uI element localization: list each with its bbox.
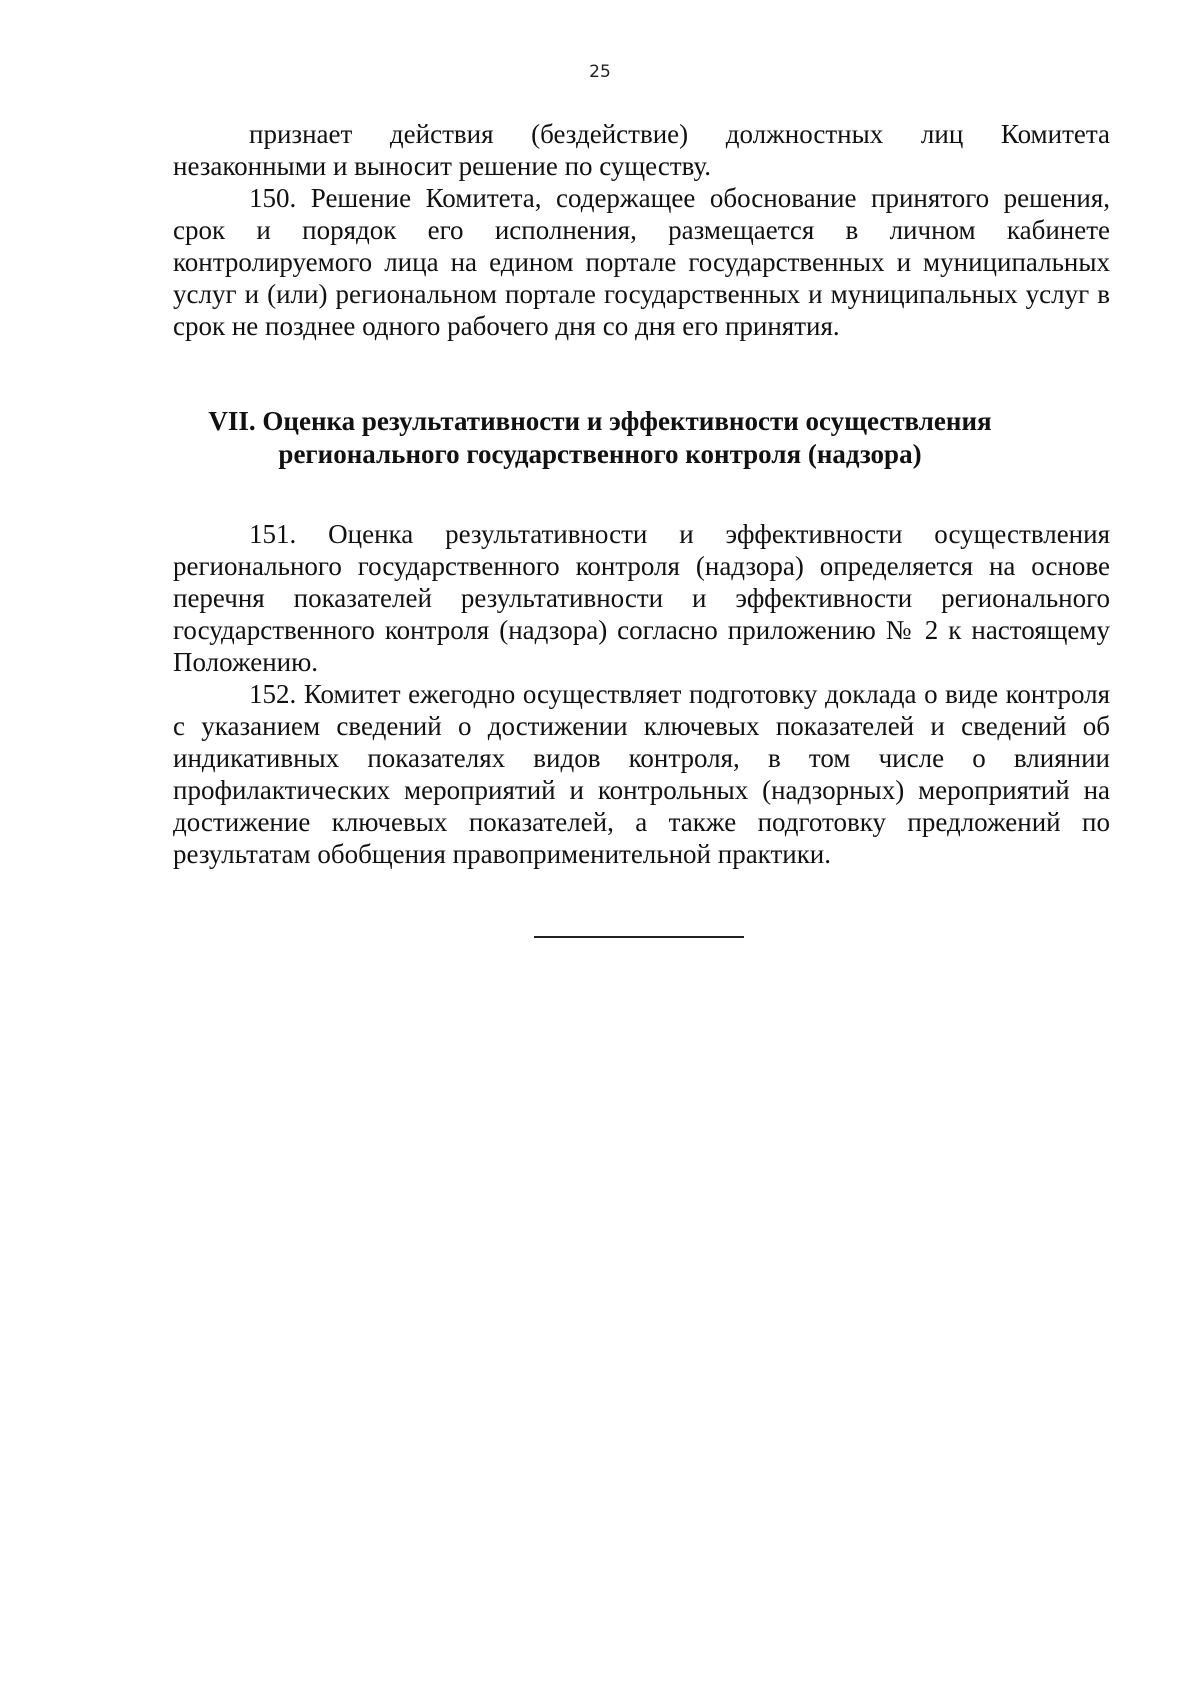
paragraph-152: 152. Комитет ежегодно осуществляет подготовку доклада о виде контроля с указанием сведений о достижении ключевых показателей и сведений об индикативных показателях видов контроля, в том числе о влиянии профилактических мероприятий и контрольных (надзорных) мероприятий на достижение ключевых показателей, а также подготовку предложений по результатам обобщения правоприменительной практики. [173, 679, 1110, 869]
section-heading-line-1: VII. Оценка результативности и эффективности осуществления [208, 406, 992, 436]
section-heading-line-2: регионального государственного контроля (надзора) [278, 439, 922, 469]
closing-divider-line [534, 936, 744, 938]
paragraph-151: 151. Оценка результативности и эффективности осуществления регионального государственного контроля (надзора) определяется на основе перечня показателей результативности и эффективности регионального государственного контроля (надзора) согласно приложению № 2 к настоящему Положению. [173, 519, 1110, 677]
section-heading [0, 405, 1200, 471]
page-number: 25 [589, 62, 611, 82]
bottom-text-block [173, 518, 1110, 870]
top-text-block [173, 118, 1110, 342]
paragraph-continuation: признает действия (бездействие) должностных лиц Комитета незаконными и выносит решение по существу. [173, 119, 1110, 181]
paragraph-150: 150. Решение Комитета, содержащее обоснование принятого решения, срок и порядок его исполнения, размещается в личном кабинете контролируемого лица на едином портале государственных и муниципальных услуг и (или) региональном портале государственных и муниципальных услуг в срок не позднее одного рабочего дня со дня его принятия. [173, 183, 1110, 341]
